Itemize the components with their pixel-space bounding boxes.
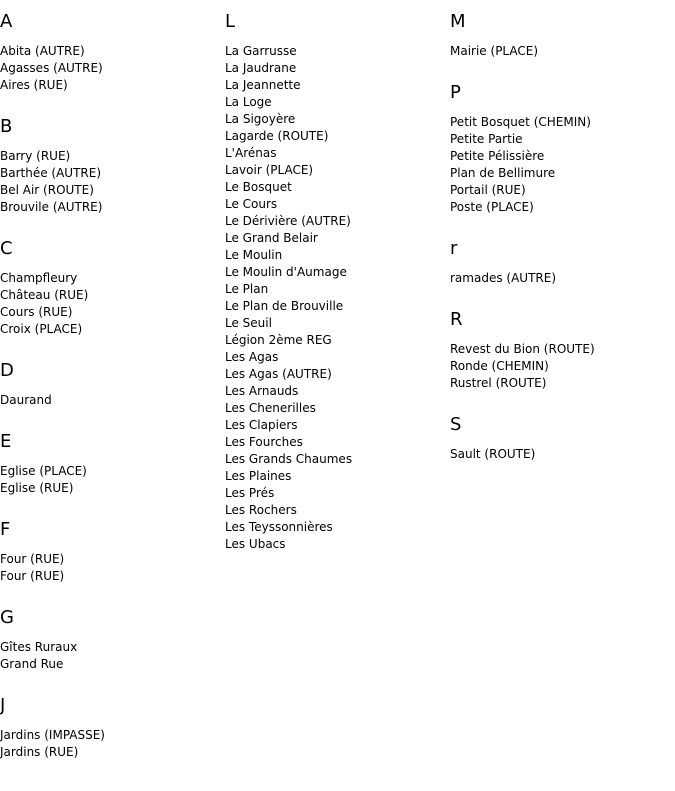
street-list: [0, 463, 220, 497]
street-link[interactable]: Les Rochers: [225, 503, 297, 517]
street-link[interactable]: Les Fourches: [225, 435, 303, 449]
street-link[interactable]: Eglise (PLACE): [0, 464, 87, 478]
street-link[interactable]: Jardins (RUE): [0, 745, 79, 759]
index-column-3: [450, 10, 670, 484]
letter-heading: J: [0, 695, 6, 716]
street-link[interactable]: Cours (RUE): [0, 305, 73, 319]
street-link[interactable]: La Loge: [225, 95, 272, 109]
street-link[interactable]: Légion 2ème REG: [225, 333, 332, 347]
letter-heading: r: [450, 238, 458, 259]
street-link[interactable]: La Jaudrane: [225, 61, 297, 75]
letter-group: [450, 237, 670, 287]
letter-group: [450, 10, 670, 60]
street-link[interactable]: Gîtes Ruraux: [0, 640, 78, 654]
letter-heading: A: [0, 11, 13, 32]
street-link[interactable]: Agasses (AUTRE): [0, 61, 103, 75]
street-link[interactable]: Mairie (PLACE): [450, 44, 539, 58]
street-link[interactable]: Abita (AUTRE): [0, 44, 85, 58]
letter-group: [0, 430, 220, 497]
letter-heading: R: [450, 309, 463, 330]
street-link[interactable]: Le Cours: [225, 197, 278, 211]
letter-heading: D: [0, 360, 14, 381]
street-link[interactable]: Daurand: [0, 393, 52, 407]
street-link[interactable]: Revest du Bion (ROUTE): [450, 342, 595, 356]
letter-group: [0, 694, 220, 761]
letter-group: [0, 115, 220, 216]
street-link[interactable]: Petit Bosquet (CHEMIN): [450, 115, 591, 129]
street-list: [450, 341, 670, 392]
street-link[interactable]: Bel Air (ROUTE): [0, 183, 94, 197]
street-link[interactable]: L'Arénas: [225, 146, 277, 160]
street-link[interactable]: Les Plaines: [225, 469, 292, 483]
street-link[interactable]: Barry (RUE): [0, 149, 71, 163]
street-link[interactable]: Plan de Bellimure: [450, 166, 556, 180]
street-link[interactable]: ramades (AUTRE): [450, 271, 557, 285]
street-link[interactable]: Château (RUE): [0, 288, 89, 302]
street-link[interactable]: Le Bosquet: [225, 180, 292, 194]
street-link[interactable]: Four (RUE): [0, 569, 65, 583]
index-column-2: [225, 10, 445, 574]
street-link[interactable]: La Sigoyère: [225, 112, 296, 126]
letter-heading: F: [0, 519, 11, 540]
street-link[interactable]: Les Teyssonnières: [225, 520, 333, 534]
street-link[interactable]: Grand Rue: [0, 657, 64, 671]
letter-group: [0, 359, 220, 409]
street-link[interactable]: Lavoir (PLACE): [225, 163, 314, 177]
street-link[interactable]: Les Agas: [225, 350, 279, 364]
street-link[interactable]: Champfleury: [0, 271, 78, 285]
letter-heading: M: [450, 11, 466, 32]
letter-group: [450, 308, 670, 392]
street-list: [0, 148, 220, 216]
street-link[interactable]: Les Chenerilles: [225, 401, 316, 415]
street-list: [0, 727, 220, 761]
street-list: [0, 639, 220, 673]
street-link[interactable]: Les Prés: [225, 486, 275, 500]
letter-group: [225, 10, 445, 553]
street-list: [0, 270, 220, 338]
street-list: [450, 43, 670, 60]
street-link[interactable]: Le Grand Belair: [225, 231, 318, 245]
street-link[interactable]: Jardins (IMPASSE): [0, 728, 105, 742]
letter-group: [0, 518, 220, 585]
street-link[interactable]: La Jeannette: [225, 78, 301, 92]
street-list: [450, 270, 670, 287]
street-link[interactable]: Barthée (AUTRE): [0, 166, 102, 180]
letter-group: [0, 237, 220, 338]
street-link[interactable]: La Garrusse: [225, 44, 297, 58]
street-link[interactable]: Aires (RUE): [0, 78, 68, 92]
street-link[interactable]: Ronde (CHEMIN): [450, 359, 549, 373]
street-list: [225, 43, 445, 553]
street-link[interactable]: Le Moulin: [225, 248, 283, 262]
street-link[interactable]: Sault (ROUTE): [450, 447, 536, 461]
street-list: [0, 392, 220, 409]
letter-heading: S: [450, 414, 462, 435]
street-link[interactable]: Les Ubacs: [225, 537, 286, 551]
letter-heading: L: [225, 11, 236, 32]
street-link[interactable]: Les Clapiers: [225, 418, 298, 432]
letter-group: [450, 81, 670, 216]
street-link[interactable]: Les Arnauds: [225, 384, 299, 398]
street-link[interactable]: Le Plan: [225, 282, 269, 296]
street-link[interactable]: Le Plan de Brouville: [225, 299, 344, 313]
street-list: [0, 43, 220, 94]
index-column-1: [0, 10, 220, 782]
letter-heading: E: [0, 431, 12, 452]
street-link[interactable]: Brouvile (AUTRE): [0, 200, 103, 214]
street-list: [450, 114, 670, 216]
street-link[interactable]: Four (RUE): [0, 552, 65, 566]
street-link[interactable]: Rustrel (ROUTE): [450, 376, 547, 390]
letter-heading: C: [0, 238, 13, 259]
letter-heading: B: [0, 116, 13, 137]
street-link[interactable]: Eglise (RUE): [0, 481, 74, 495]
street-link[interactable]: Petite Partie: [450, 132, 523, 146]
street-link[interactable]: Le Seuil: [225, 316, 272, 330]
letter-heading: G: [0, 607, 14, 628]
street-link[interactable]: Croix (PLACE): [0, 322, 83, 336]
letter-group: [450, 413, 670, 463]
street-link[interactable]: Lagarde (ROUTE): [225, 129, 329, 143]
street-link[interactable]: Les Agas (AUTRE): [225, 367, 332, 381]
street-link[interactable]: Petite Pélissière: [450, 149, 545, 163]
letter-heading: P: [450, 82, 461, 103]
street-link[interactable]: Le Moulin d'Aumage: [225, 265, 347, 279]
street-list: [450, 446, 670, 463]
street-link[interactable]: Le Dérivière (AUTRE): [225, 214, 351, 228]
street-link[interactable]: Portail (RUE): [450, 183, 526, 197]
letter-group: [0, 606, 220, 673]
street-link[interactable]: Poste (PLACE): [450, 200, 534, 214]
street-link[interactable]: Les Grands Chaumes: [225, 452, 353, 466]
letter-group: [0, 10, 220, 94]
street-list: [0, 551, 220, 585]
